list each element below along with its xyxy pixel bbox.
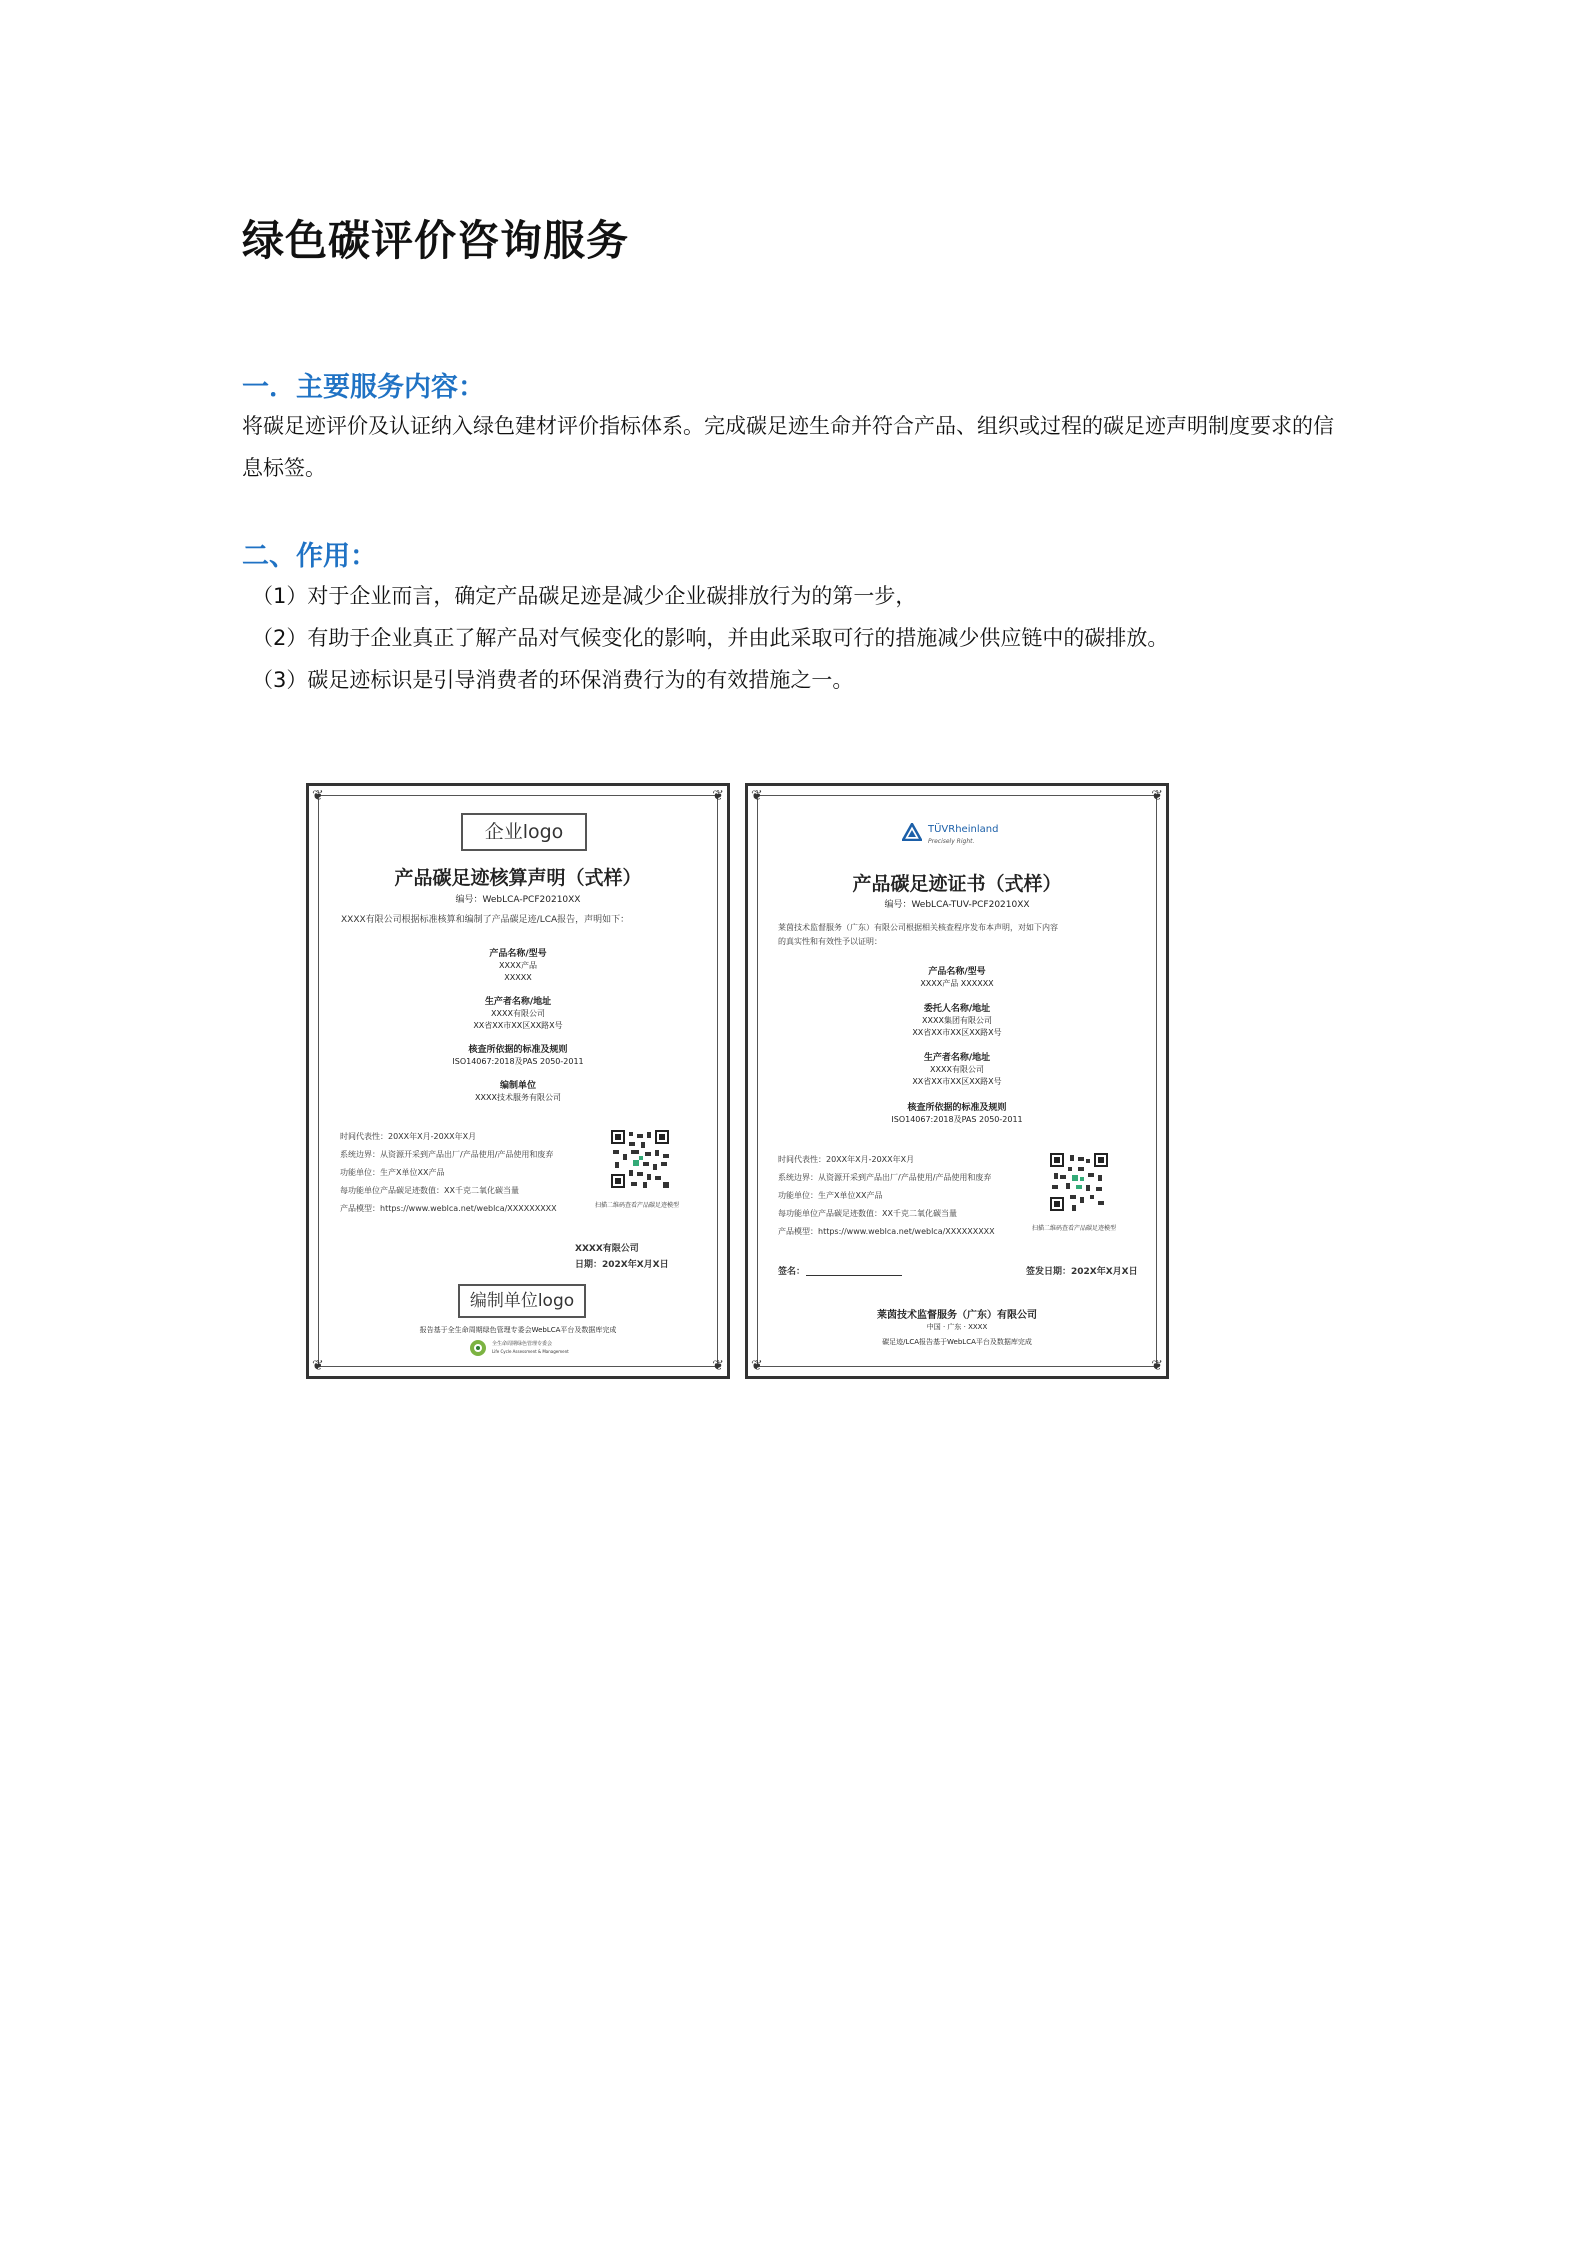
services-paragraph bbox=[242, 405, 1362, 489]
compiler-logo-placeholder: 编制单位logo bbox=[458, 1284, 586, 1318]
standard-value: ISO14067:2018及PAS 2050-2011 bbox=[891, 1115, 1023, 1124]
corner-ornament-icon: ❦ bbox=[712, 788, 724, 804]
issue-date: 日期：202X年X月X日 bbox=[575, 1260, 669, 1270]
page-title: 绿色碳评价咨询服务 bbox=[242, 216, 630, 265]
corner-ornament-icon: ❦ bbox=[751, 1358, 763, 1374]
tuv-triangle-icon bbox=[902, 823, 922, 841]
services-paragraph-line: 将碳足迹评价及认证纳入绿色建材评价指标体系。完成碳足迹生命并符合产品、组织或过程的碳足迹声明制度要求的信 bbox=[242, 414, 1334, 438]
compiler-label: 编制单位 bbox=[499, 1081, 536, 1091]
standard-label: 核查所依据的标准及规则 bbox=[468, 1045, 568, 1055]
qr-code-icon bbox=[1050, 1153, 1108, 1211]
corner-ornament-icon: ❦ bbox=[1151, 1358, 1163, 1374]
client-label: 委托人名称/地址 bbox=[923, 1004, 991, 1014]
product-label: 产品名称/型号 bbox=[489, 949, 547, 959]
producer-label: 生产者名称/地址 bbox=[923, 1053, 991, 1063]
issuer-name: 莱茵技术监督服务（广东）有限公司 bbox=[877, 1310, 1037, 1321]
section-heading-services: 一．主要服务内容： bbox=[242, 372, 485, 403]
detail-line: 每功能单位产品碳足迹数值：XX千克二氧化碳当量 bbox=[340, 1186, 519, 1195]
producer-address: XX省XX市XX区XX路X号 bbox=[912, 1077, 1002, 1086]
signature-line bbox=[806, 1275, 902, 1276]
producer-address: XX省XX市XX区XX路X号 bbox=[473, 1021, 563, 1030]
certificate-title: 产品碳足迹证书（式样） bbox=[852, 873, 1062, 895]
detail-line: 系统边界：从资源开采到产品出厂/产品使用/产品使用和废弃 bbox=[340, 1150, 554, 1159]
certificate-footer: 报告基于全生命周期绿色管理专委会WebLCA平台及数据库完成 bbox=[419, 1326, 617, 1334]
standard-value: ISO14067:2018及PAS 2050-2011 bbox=[452, 1057, 584, 1066]
certificate-intro: 的真实性和有效性予以证明： bbox=[778, 937, 882, 946]
product-value: XXXX产品 bbox=[499, 961, 537, 970]
detail-line: 每功能单位产品碳足迹数值：XX千克二氧化碳当量 bbox=[778, 1209, 957, 1218]
issue-date: 签发日期：202X年X月X日 bbox=[1026, 1267, 1138, 1277]
tuv-brand: TÜVRheinland bbox=[928, 824, 999, 835]
detail-line: 系统边界：从资源开采到产品出厂/产品使用/产品使用和废弃 bbox=[778, 1173, 992, 1182]
certificate-number: 编号：WebLCA-PCF20210XX bbox=[455, 895, 581, 905]
qr-caption: 扫描二维码查看产品碳足迹模型 bbox=[595, 1202, 680, 1209]
detail-line: 功能单位：生产X单位XX产品 bbox=[340, 1168, 445, 1177]
compiler-value: XXXX技术服务有限公司 bbox=[475, 1093, 561, 1102]
detail-line: 产品模型：https://www.weblca.net/weblca/XXXXXXXXX bbox=[778, 1227, 995, 1236]
client-address: XX省XX市XX区XX路X号 bbox=[912, 1028, 1002, 1037]
certificate-sample-tuv bbox=[745, 783, 1169, 1379]
org-name: 全生命周期绿色管理专委会 bbox=[492, 1341, 553, 1347]
tuv-tagline: Precisely Right. bbox=[928, 838, 975, 845]
producer-label: 生产者名称/地址 bbox=[484, 997, 552, 1007]
company-name: XXXX有限公司 bbox=[575, 1244, 639, 1254]
services-paragraph-line: 息标签。 bbox=[242, 456, 326, 480]
corner-ornament-icon: ❦ bbox=[1151, 788, 1163, 804]
certificate-intro: 莱茵技术监督服务（广东）有限公司根据相关核查程序发布本声明，对如下内容 bbox=[778, 923, 1058, 932]
list-item: （3）碳足迹标识是引导消费者的环保消费行为的有效措施之一。 bbox=[252, 668, 854, 692]
company-logo-placeholder: 企业logo bbox=[461, 813, 587, 851]
list-item: （1）对于企业而言，确定产品碳足迹是减少企业碳排放行为的第一步， bbox=[252, 584, 917, 608]
issuer-location: 中国 · 广东 · XXXX bbox=[926, 1323, 988, 1331]
org-subtitle: Life Cycle Assessment & Management bbox=[492, 1349, 569, 1354]
corner-ornament-icon: ❦ bbox=[312, 1358, 324, 1374]
corner-ornament-icon: ❦ bbox=[312, 788, 324, 804]
qr-code-icon bbox=[611, 1130, 669, 1188]
producer-name: XXXX有限公司 bbox=[491, 1009, 545, 1018]
client-name: XXXX集团有限公司 bbox=[922, 1016, 992, 1025]
detail-line: 时间代表性：20XX年X月-20XX年X月 bbox=[340, 1132, 477, 1141]
certificate-sample-declaration bbox=[306, 783, 730, 1379]
product-value: XXXX产品 XXXXXX bbox=[920, 979, 994, 988]
org-logo-icon bbox=[469, 1339, 487, 1357]
qr-caption: 扫描二维码查看产品碳足迹模型 bbox=[1032, 1225, 1117, 1232]
section-heading-effects: 二、作用： bbox=[242, 541, 377, 572]
detail-line: 产品模型：https://www.weblca.net/weblca/XXXXXXXXX bbox=[340, 1204, 557, 1213]
detail-line: 功能单位：生产X单位XX产品 bbox=[778, 1191, 883, 1200]
standard-label: 核查所依据的标准及规则 bbox=[907, 1103, 1007, 1113]
list-item: （2）有助于企业真正了解产品对气候变化的影响，并由此采取可行的措施减少供应链中的碳排放。 bbox=[252, 626, 1169, 650]
certificate-footer: 碳足迹/LCA报告基于WebLCA平台及数据库完成 bbox=[882, 1338, 1032, 1346]
corner-ornament-icon: ❦ bbox=[712, 1358, 724, 1374]
signature-label: 签名： bbox=[778, 1267, 806, 1277]
certificate-intro: XXXX有限公司根据标准核算和编制了产品碳足迹/LCA报告，声明如下： bbox=[341, 915, 630, 925]
certificate-number: 编号：WebLCA-TUV-PCF20210XX bbox=[884, 900, 1030, 910]
certificate-title: 产品碳足迹核算声明（式样） bbox=[394, 867, 642, 889]
product-label: 产品名称/型号 bbox=[928, 967, 986, 977]
producer-name: XXXX有限公司 bbox=[930, 1065, 984, 1074]
corner-ornament-icon: ❦ bbox=[751, 788, 763, 804]
detail-line: 时间代表性：20XX年X月-20XX年X月 bbox=[778, 1155, 915, 1164]
product-model: XXXXX bbox=[504, 973, 532, 982]
